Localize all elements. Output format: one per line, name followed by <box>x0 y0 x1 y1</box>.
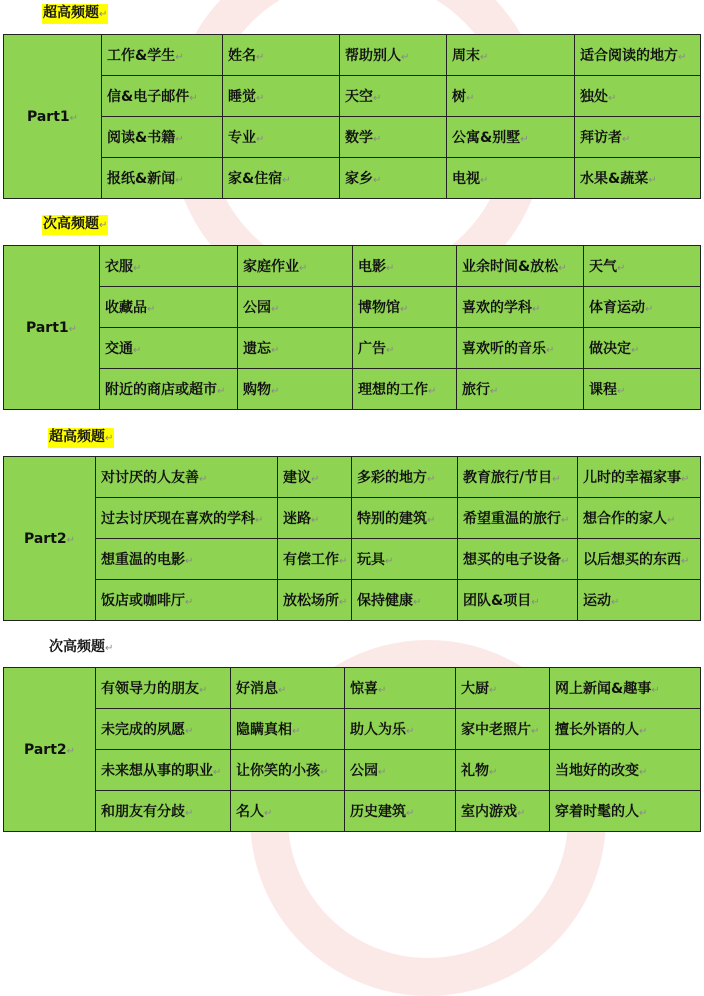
table-row <box>4 117 701 158</box>
topic-cell: 过去讨厌现在喜欢的学科↵ <box>96 498 278 539</box>
topic-cell: 专业↵ <box>223 117 340 158</box>
table-row <box>4 709 701 750</box>
topic-cell: 饭店或咖啡厅↵ <box>96 580 278 621</box>
topic-cell: 喜欢听的音乐↵ <box>457 328 584 369</box>
topic-cell: 以后想买的东西↵ <box>578 539 701 580</box>
table-row <box>4 580 701 621</box>
topic-cell: 建议↵ <box>278 457 352 498</box>
topic-cell: 让你笑的小孩↵ <box>231 750 345 791</box>
topic-cell: 理想的工作↵ <box>353 369 457 410</box>
table-row <box>4 457 701 498</box>
table-row <box>4 158 701 199</box>
table-row <box>4 539 701 580</box>
topic-cell: 衣服↵ <box>100 246 238 287</box>
topic-table <box>3 34 701 199</box>
topic-cell: 想重温的电影↵ <box>96 539 278 580</box>
topic-cell: 对讨厌的人友善↵ <box>96 457 278 498</box>
topic-cell: 睡觉↵ <box>223 76 340 117</box>
topic-cell: 交通↵ <box>100 328 238 369</box>
topic-cell: 附近的商店或超市↵ <box>100 369 238 410</box>
topic-cell: 室内游戏↵ <box>456 791 550 832</box>
topic-cell: 适合阅读的地方↵ <box>575 35 701 76</box>
topic-cell: 未完成的夙愿↵ <box>96 709 231 750</box>
topic-table <box>3 456 701 621</box>
topic-cell: 穿着时髦的人↵ <box>550 791 701 832</box>
topic-cell: 体育运动↵ <box>584 287 701 328</box>
topic-cell: 有领导力的朋友↵ <box>96 668 231 709</box>
topic-cell: 惊喜↵ <box>345 668 456 709</box>
topic-cell: 遗忘↵ <box>238 328 353 369</box>
topic-cell: 运动↵ <box>578 580 701 621</box>
topic-cell: 收藏品↵ <box>100 287 238 328</box>
part-label: Part2↵ <box>4 457 96 621</box>
topic-cell: 玩具↵ <box>352 539 458 580</box>
topic-cell: 特别的建筑↵ <box>352 498 458 539</box>
topic-cell: 历史建筑↵ <box>345 791 456 832</box>
topic-cell: 周末↵ <box>447 35 575 76</box>
table-row <box>4 750 701 791</box>
section-heading: 次高频题↵ <box>49 639 114 655</box>
topic-cell: 广告↵ <box>353 328 457 369</box>
topic-cell: 网上新闻&趣事↵ <box>550 668 701 709</box>
topic-cell: 报纸&新闻↵ <box>102 158 223 199</box>
topic-cell: 和朋友有分歧↵ <box>96 791 231 832</box>
topic-cell: 天空↵ <box>340 76 447 117</box>
topic-cell: 水果&蔬菜↵ <box>575 158 701 199</box>
topic-cell: 数学↵ <box>340 117 447 158</box>
topic-cell: 团队&项目↵ <box>458 580 578 621</box>
topic-cell: 当地好的改变↵ <box>550 750 701 791</box>
table-row <box>4 498 701 539</box>
section-heading: 次高频题↵ <box>42 215 108 235</box>
topic-cell: 想买的电子设备↵ <box>458 539 578 580</box>
topic-cell: 放松场所↵ <box>278 580 352 621</box>
topic-cell: 天气↵ <box>584 246 701 287</box>
topic-cell: 课程↵ <box>584 369 701 410</box>
topic-cell: 家乡↵ <box>340 158 447 199</box>
topic-cell: 电视↵ <box>447 158 575 199</box>
topic-cell: 擅长外语的人↵ <box>550 709 701 750</box>
table-row <box>4 668 701 709</box>
table-row <box>4 35 701 76</box>
topic-cell: 喜欢的学科↵ <box>457 287 584 328</box>
topic-cell: 好消息↵ <box>231 668 345 709</box>
topic-cell: 未来想从事的职业↵ <box>96 750 231 791</box>
topic-cell: 公园↵ <box>238 287 353 328</box>
section-heading: 超高频题↵ <box>42 4 108 24</box>
topic-cell: 旅行↵ <box>457 369 584 410</box>
table-row <box>4 328 701 369</box>
topic-cell: 希望重温的旅行↵ <box>458 498 578 539</box>
topic-cell: 礼物↵ <box>456 750 550 791</box>
topic-cell: 购物↵ <box>238 369 353 410</box>
topic-cell: 大厨↵ <box>456 668 550 709</box>
topic-cell: 姓名↵ <box>223 35 340 76</box>
topic-table <box>3 667 701 832</box>
topic-cell: 拜访者↵ <box>575 117 701 158</box>
topic-cell: 电影↵ <box>353 246 457 287</box>
topic-cell: 多彩的地方↵ <box>352 457 458 498</box>
table-row <box>4 369 701 410</box>
table-row <box>4 76 701 117</box>
topic-cell: 树↵ <box>447 76 575 117</box>
topic-cell: 公园↵ <box>345 750 456 791</box>
topic-cell: 教育旅行/节目↵ <box>458 457 578 498</box>
topic-table <box>3 245 701 410</box>
topic-cell: 家&住宿↵ <box>223 158 340 199</box>
section-heading: 超高频题↵ <box>48 428 114 448</box>
topic-cell: 有偿工作↵ <box>278 539 352 580</box>
topic-cell: 名人↵ <box>231 791 345 832</box>
topic-cell: 做决定↵ <box>584 328 701 369</box>
topic-cell: 家中老照片↵ <box>456 709 550 750</box>
topic-cell: 家庭作业↵ <box>238 246 353 287</box>
table-row <box>4 287 701 328</box>
topic-cell: 保持健康↵ <box>352 580 458 621</box>
topic-cell: 助人为乐↵ <box>345 709 456 750</box>
topic-cell: 迷路↵ <box>278 498 352 539</box>
part-label: Part1↵ <box>4 246 100 410</box>
part-label: Part2↵ <box>4 668 96 832</box>
table-row <box>4 246 701 287</box>
table-row <box>4 791 701 832</box>
topic-cell: 阅读&书籍↵ <box>102 117 223 158</box>
topic-cell: 想合作的家人↵ <box>578 498 701 539</box>
topic-cell: 帮助别人↵ <box>340 35 447 76</box>
part-label: Part1↵ <box>4 35 102 199</box>
topic-cell: 独处↵ <box>575 76 701 117</box>
topic-cell: 业余时间&放松↵ <box>457 246 584 287</box>
topic-cell: 博物馆↵ <box>353 287 457 328</box>
topic-cell: 隐瞒真相↵ <box>231 709 345 750</box>
topic-cell: 公寓&别墅↵ <box>447 117 575 158</box>
topic-cell: 工作&学生↵ <box>102 35 223 76</box>
topic-cell: 信&电子邮件↵ <box>102 76 223 117</box>
topic-cell: 儿时的幸福家事↵ <box>578 457 701 498</box>
